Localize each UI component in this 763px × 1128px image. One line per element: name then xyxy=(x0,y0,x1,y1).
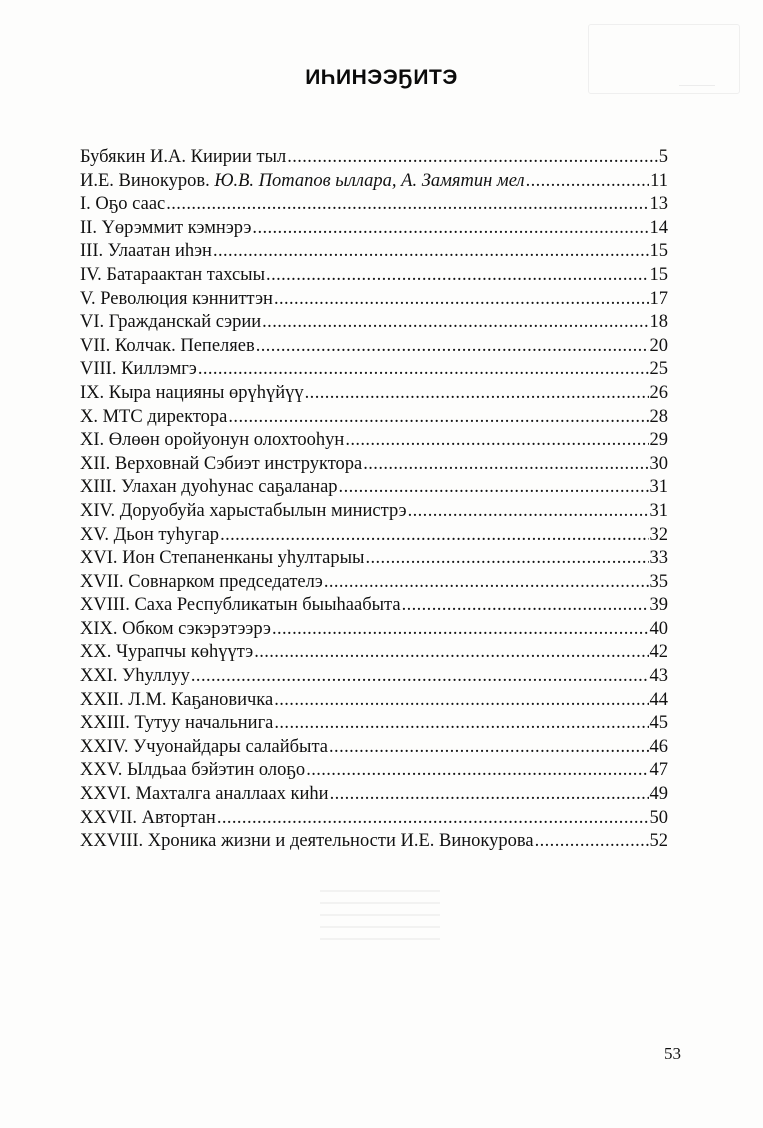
toc-entry-page: 39 xyxy=(649,595,668,616)
dot-leader xyxy=(306,759,648,783)
toc-entry-page: 33 xyxy=(649,548,668,569)
toc-entry-page: 26 xyxy=(649,382,668,403)
toc-entry xyxy=(80,311,668,335)
toc-entry-title xyxy=(80,641,253,665)
page-number: 53 xyxy=(664,1044,681,1063)
toc-entry-page: 20 xyxy=(649,335,668,356)
dot-leader xyxy=(166,193,648,217)
toc-entry xyxy=(80,240,668,264)
toc-entry-title xyxy=(80,264,265,288)
toc-entry-title xyxy=(80,429,344,453)
dot-leader xyxy=(402,594,649,618)
toc-entry-text: XXI. Уһуллуу xyxy=(80,666,190,687)
toc-entry xyxy=(80,500,668,524)
toc-entry-title xyxy=(80,783,329,807)
toc-entry-text: XIII. Улахан дуоһунас саҕаланар xyxy=(80,477,338,498)
toc-entry xyxy=(80,382,668,406)
dot-leader xyxy=(220,524,648,548)
toc-entry-text: XVI. Ион Степаненканы уһултарыы xyxy=(80,548,365,569)
toc-entry-text: XII. Верховнай Сэбиэт инструктора xyxy=(80,453,363,474)
toc-entry-title xyxy=(80,193,165,217)
dot-leader xyxy=(272,618,649,642)
toc-entry-text: VII. Колчак. Пепеляев xyxy=(80,335,255,356)
toc-entry-page: 14 xyxy=(649,217,668,238)
toc-entry-title xyxy=(80,288,273,312)
toc-entry-page: 44 xyxy=(649,689,668,710)
toc-entry-text: XIX. Обком сэкэрэтээрэ xyxy=(80,618,271,639)
toc-entry-page: 50 xyxy=(649,807,668,828)
toc-entry xyxy=(80,712,668,736)
toc-entry-italic: Ю.В. Потапов ыллара, А. Замятин мел xyxy=(214,170,525,191)
toc-entry-title xyxy=(80,759,305,783)
toc-entry xyxy=(80,288,668,312)
show-through-texture xyxy=(320,880,440,1050)
dot-leader xyxy=(274,712,648,736)
dot-leader xyxy=(274,689,648,713)
toc-entry-title xyxy=(80,453,362,477)
toc-entry-title xyxy=(80,170,525,194)
dot-leader xyxy=(198,358,649,382)
toc-entry-title xyxy=(80,524,219,548)
toc-entry-page: 47 xyxy=(649,760,668,781)
dot-leader xyxy=(213,240,649,264)
toc-entry-text: XXVIII. Хроника жизни и деятельности И.Е. Винокурова xyxy=(80,831,534,852)
dot-leader xyxy=(339,476,649,500)
toc-entry-text: XVII. Совнарком председателэ xyxy=(80,571,323,592)
toc-entry-title xyxy=(80,547,364,571)
toc-entry-page: 49 xyxy=(649,784,668,805)
toc-entry-text: IX. Кыра нацияны өрүһүйүү xyxy=(80,382,304,403)
dot-leader xyxy=(526,170,650,194)
toc-entry xyxy=(80,618,668,642)
toc-entry xyxy=(80,170,668,194)
toc-entry xyxy=(80,524,668,548)
toc-entry xyxy=(80,830,668,854)
toc-entry-title xyxy=(80,311,261,335)
toc-entry-text: XIV. Доруобуйа харыстабылын министрэ xyxy=(80,500,407,521)
toc-entry-page: 18 xyxy=(649,312,668,333)
toc-entry xyxy=(80,335,668,359)
toc-entry xyxy=(80,783,668,807)
toc-entry xyxy=(80,406,668,430)
toc-entry xyxy=(80,547,668,571)
dot-leader xyxy=(305,382,649,406)
toc-entry-page: 17 xyxy=(649,288,668,309)
toc-entry-title xyxy=(80,406,227,430)
toc-entry xyxy=(80,264,668,288)
toc-entry-title xyxy=(80,736,328,760)
dot-leader xyxy=(217,807,649,831)
toc-entry-page: 45 xyxy=(649,713,668,734)
toc-entry-title xyxy=(80,240,212,264)
toc-entry-page: 46 xyxy=(649,736,668,757)
toc-entry-title xyxy=(80,476,338,500)
toc-entry-page: 31 xyxy=(649,500,668,521)
dot-leader xyxy=(345,429,648,453)
toc-entry xyxy=(80,476,668,500)
toc-entry-title xyxy=(80,500,407,524)
toc-entry-text: VI. Гражданскай сэрии xyxy=(80,312,262,333)
toc-entry-text: XXV. Ылдьаа бэйэтин олоҕо xyxy=(80,760,306,781)
toc-entry-page: 40 xyxy=(649,618,668,639)
toc-entry-text: II. Үөрэммит кэмнэрэ xyxy=(80,217,252,238)
dot-leader xyxy=(287,146,658,170)
toc-entry-text: X. МТС директора xyxy=(80,406,228,427)
toc-entry xyxy=(80,358,668,382)
toc-entry-text: XI. Өлөөн оройуонун олохтооһун xyxy=(80,430,345,451)
toc-entry xyxy=(80,736,668,760)
toc-entry xyxy=(80,217,668,241)
dot-leader xyxy=(191,665,649,689)
dot-leader xyxy=(365,547,648,571)
toc-entry-title xyxy=(80,382,304,406)
toc-entry-text: XXVII. Автортан xyxy=(80,807,216,828)
toc-entry-title xyxy=(80,571,323,595)
toc-entry-page: 11 xyxy=(650,170,668,191)
dot-leader xyxy=(274,288,649,312)
toc-entry-page: 5 xyxy=(658,147,668,167)
toc-entry-title xyxy=(80,594,401,618)
toc-entry-page: 52 xyxy=(649,831,668,852)
toc-entry-text: VIII. Киллэмгэ xyxy=(80,359,197,380)
toc-entry-text: V. Революция кэнниттэн xyxy=(80,288,273,309)
toc-entry xyxy=(80,571,668,595)
toc-entry-title xyxy=(80,217,251,241)
dot-leader xyxy=(330,783,649,807)
toc-entry-page: 28 xyxy=(649,406,668,427)
toc-entry xyxy=(80,146,668,170)
toc-entry-page: 30 xyxy=(649,453,668,474)
dot-leader xyxy=(266,264,648,288)
toc-entry-text: I. Оҕо саас xyxy=(80,194,166,215)
toc-entry-text: XXII. Л.М. Каҕановичка xyxy=(80,689,274,710)
toc-entry-page: 32 xyxy=(649,524,668,545)
toc-entry-title xyxy=(80,712,273,736)
toc-entry-title xyxy=(80,807,216,831)
toc-entry xyxy=(80,594,668,618)
toc-entry-page: 43 xyxy=(649,666,668,687)
toc-entry-page: 15 xyxy=(649,241,668,262)
toc-entry-title xyxy=(80,689,273,713)
toc-entry-page: 29 xyxy=(649,430,668,451)
table-of-contents xyxy=(80,146,668,854)
toc-entry-page: 15 xyxy=(649,264,668,285)
dot-leader xyxy=(256,335,649,359)
toc-entry-text: XXIV. Учуонайдары салайбыта xyxy=(80,736,329,757)
toc-entry-title xyxy=(80,830,534,854)
dot-leader xyxy=(535,830,649,854)
toc-entry-text: XVIII. Саха Республикатын быыһаабыта xyxy=(80,595,401,616)
toc-entry-page: 25 xyxy=(649,359,668,380)
dot-leader xyxy=(252,217,648,241)
toc-entry-page: 13 xyxy=(649,194,668,215)
toc-entry-title xyxy=(80,146,286,170)
toc-entry-page: 42 xyxy=(649,642,668,663)
toc-entry-title xyxy=(80,618,271,642)
dot-leader xyxy=(262,311,648,335)
dot-leader xyxy=(329,736,648,760)
dot-leader xyxy=(324,571,649,595)
toc-entry-text: XXIII. Тутуу начальнига xyxy=(80,713,274,734)
toc-entry-text: XXVI. Махталга аналлаах киһи xyxy=(80,784,329,805)
toc-entry-text: XX. Чурапчы көһүүтэ xyxy=(80,642,254,663)
dot-leader xyxy=(408,500,649,524)
toc-entry-text: И.Е. Винокуров. xyxy=(80,170,215,191)
toc-entry-title xyxy=(80,665,190,689)
toc-entry-text: III. Улаатан иһэн xyxy=(80,241,212,262)
toc-entry xyxy=(80,665,668,689)
toc-entry-text: IV. Батараактан тахсыы xyxy=(80,264,266,285)
dot-leader xyxy=(254,641,648,665)
toc-entry-title xyxy=(80,335,255,359)
toc-entry-page: 31 xyxy=(649,477,668,498)
page-title: ИҺИНЭЭҔИТЭ xyxy=(305,66,458,89)
dot-leader xyxy=(228,406,648,430)
toc-entry xyxy=(80,429,668,453)
toc-entry xyxy=(80,193,668,217)
toc-entry-text: XV. Дьон туһугар xyxy=(80,524,220,545)
toc-entry xyxy=(80,759,668,783)
toc-entry xyxy=(80,453,668,477)
dot-leader xyxy=(363,453,648,477)
toc-entry-text: Бубякин И.А. Киирии тыл xyxy=(80,147,287,167)
toc-entry-page: 35 xyxy=(649,571,668,592)
toc-entry xyxy=(80,807,668,831)
toc-entry-title xyxy=(80,358,197,382)
toc-entry xyxy=(80,689,668,713)
toc-entry xyxy=(80,641,668,665)
